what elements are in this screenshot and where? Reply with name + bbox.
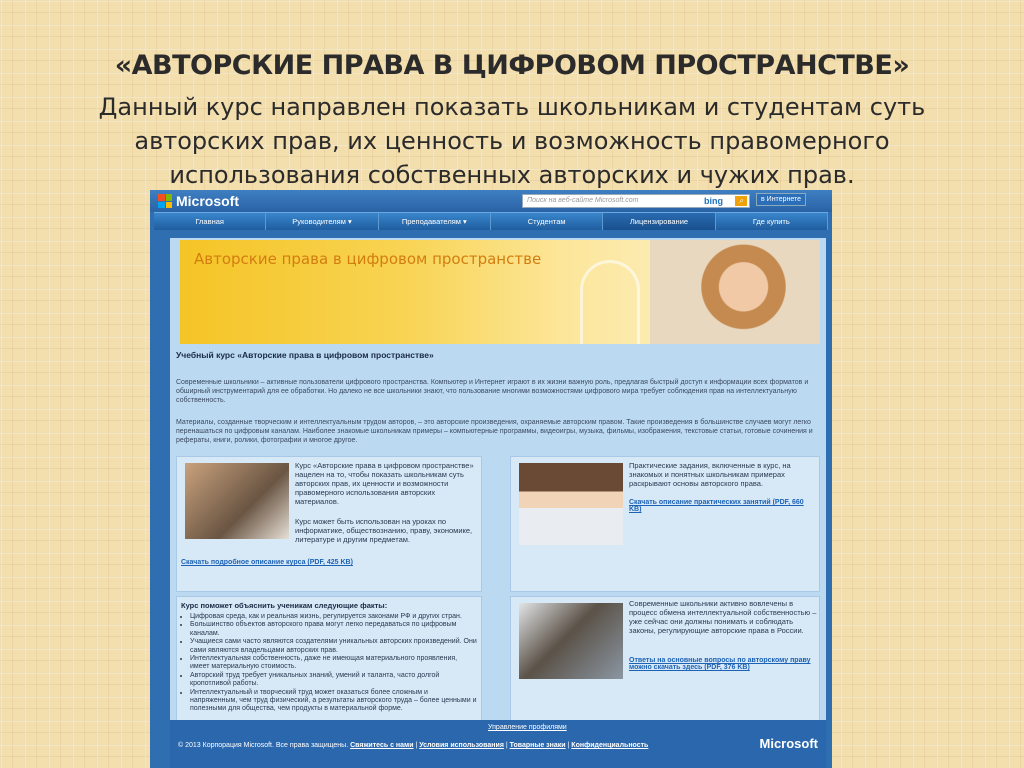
course-description-card: [176, 456, 482, 592]
search-icon[interactable]: ⌕: [735, 196, 747, 206]
exchange-card: [510, 596, 820, 730]
course-intro-paragraph: Современные школьники – активные пользователи цифрового пространства. Компьютер и Интернет играют в их жизни важную роль, предлагая быстрый доступ к информации всех форматов и обширный инструментарий для ее обработки. Но далеко не все школьники знают, что пользование многими возможностями цифрового мира требует соблюдения прав на интеллектуальную собственность.: [176, 379, 809, 404]
footer-link-trademarks[interactable]: Товарные знаки: [509, 742, 566, 749]
manage-profiles-link[interactable]: Управление профилями: [488, 724, 567, 731]
exchange-text: Современные школьники активно вовлечены в процесс обмена интеллектуальной собственностью – уже сейчас они должны понимать и соблюдать законы, регулирующие авторские права в России.: [629, 599, 817, 635]
footer-link-terms[interactable]: Условия использования: [419, 742, 504, 749]
fact-item: • Большинство объектов авторского права могут легко передаваться по цифровым каналам.: [190, 621, 477, 638]
fact-item: • Интеллектуальная собственность, даже не имеющая материального проявления, имеет материальную стоимость.: [190, 655, 477, 672]
download-practice-link[interactable]: Скачать описание практических занятий (PDF, 660 KB): [629, 499, 804, 513]
logo-text: Microsoft: [176, 193, 239, 209]
footer-link-privacy[interactable]: Конфиденциальность: [571, 742, 649, 749]
facts-title: Курс поможет объяснить ученикам следующие факты:: [181, 601, 388, 610]
internet-button[interactable]: в Интернете: [756, 193, 806, 206]
course-title: Учебный курс «Авторские права в цифровом пространстве»: [176, 350, 434, 360]
nav-item-managers[interactable]: Руководителям ▾: [266, 213, 378, 230]
main-nav: [154, 212, 828, 230]
facts-card: [176, 596, 482, 730]
fact-item: • Интеллектуальный и творческий труд может оказаться более сложным и напряженным, чем труд физический, а результаты авторского труда – более ценными и полезными для общества, чем продукты в материальной форме.: [190, 689, 477, 714]
nav-item-licensing[interactable]: Лицензирование: [603, 213, 715, 230]
practice-card: [510, 456, 820, 592]
fact-item: • Учащиеся сами часто являются создателями уникальных авторских произведений. Они сами являются владельцами авторских прав.: [190, 638, 477, 655]
nav-item-where-to-buy[interactable]: Где купить: [716, 213, 828, 230]
site-header: [150, 190, 832, 212]
slide-title: «АВТОРСКИЕ ПРАВА В ЦИФРОВОМ ПРОСТРАНСТВЕ»: [114, 50, 910, 81]
course-aim-text: Курс «Авторские права в цифровом пространстве» нацелен на то, чтобы показать школьникам суть авторских прав, их ценности и возможности правомерного использования авторских материалов.: [295, 461, 474, 506]
windows-flag-icon: [158, 194, 172, 208]
search-input[interactable]: [522, 194, 750, 208]
nav-item-home[interactable]: Главная: [154, 213, 266, 230]
footer-microsoft-logo: Microsoft: [759, 736, 818, 751]
banner-title: Авторские права в цифровом пространстве: [194, 250, 542, 268]
slide-subtitle: Данный курс направлен показать школьникам и студентам суть авторских прав, их ценность и возможность правомерного использования собственных авторских и чужих прав.: [98, 93, 926, 189]
download-faq-link[interactable]: Ответы на основные вопросы по авторскому праву можно скачать здесь (PDF, 376 KB): [629, 657, 811, 671]
download-course-link[interactable]: Скачать подробное описание курса (PDF, 425 KB): [181, 559, 353, 566]
girl-photo: [650, 240, 820, 344]
decorative-arch: [580, 260, 640, 344]
search-placeholder: Поиск на веб-сайте Microsoft.com: [527, 197, 639, 204]
footer-links: © 2013 Корпорация Microsoft. Все права защищены. Свяжитесь с нами | Условия использования | Товарные знаки | Конфиденциальность: [178, 742, 649, 749]
boy-photo: [185, 463, 289, 539]
site-footer: [170, 720, 826, 768]
fact-item: • Цифровая среда, как и реальная жизнь, регулируется законами РФ и других стран.: [190, 613, 477, 621]
bing-logo: bing: [704, 196, 723, 206]
footer-link-contact[interactable]: Свяжитесь с нами: [350, 742, 414, 749]
practice-text: Практические задания, включенные в курс, на знакомых и понятных школьникам примерах раскрывают основы авторского права.: [629, 461, 791, 488]
hero-banner: [180, 240, 820, 344]
facts-list: [181, 613, 477, 714]
microsoft-logo[interactable]: [158, 193, 239, 209]
nav-item-students[interactable]: Студентам: [491, 213, 603, 230]
fact-item: • Авторский труд требует уникальных знаний, умений и таланта, часто долгой кропотливой работы.: [190, 672, 477, 689]
course-usage-text: Курс может быть использован на уроках по информатике, обществознанию, праву, экономике, литературе и другим предметам.: [295, 517, 473, 544]
website-screenshot: [150, 190, 832, 768]
copyright-text: © 2013 Корпорация Microsoft. Все права защищены.: [178, 742, 349, 749]
course-materials-paragraph: Материалы, созданные творческим и интеллектуальным трудом авторов, – это авторские произведения, охраняемые авторским правом. Такие произведения в большинстве случаев могут легко перенашаться по цифровым каналам. Наиболее знакомые школьникам примеры – компьютерные программы, видеоигры, музыка, фильмы, изображения, текстовые статьи, готовые сочинения и рефераты, книги, ролики, фотографии и многое другое.: [176, 419, 813, 444]
girl-tablet-photo: [519, 463, 623, 545]
nav-item-teachers[interactable]: Преподавателям ▾: [379, 213, 491, 230]
boy-headphones-photo: [519, 603, 623, 679]
page-content: [170, 238, 826, 768]
